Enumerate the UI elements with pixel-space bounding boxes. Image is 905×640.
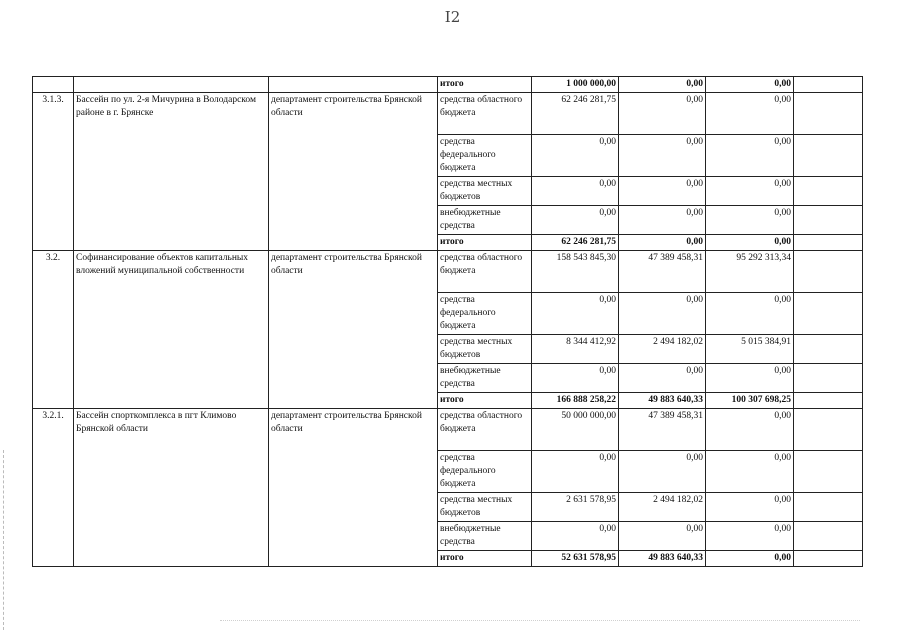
value-cell: 49 883 640,33 (619, 393, 706, 409)
value-cell: 0,00 (706, 364, 794, 393)
item-name: Бассейн спорткомплекса в пгт Климово Брянской области (74, 409, 269, 567)
empty-cell (794, 177, 863, 206)
source-cell: итого (438, 551, 532, 567)
value-cell: 0,00 (619, 77, 706, 93)
scan-bottom-line (220, 620, 860, 621)
source-cell: средства областного бюджета (438, 93, 532, 135)
empty-cell (74, 77, 269, 93)
value-cell: 0,00 (619, 177, 706, 206)
value-cell: 166 888 258,22 (532, 393, 619, 409)
value-cell: 2 494 182,02 (619, 335, 706, 364)
source-cell: итого (438, 235, 532, 251)
value-cell: 5 015 384,91 (706, 335, 794, 364)
source-cell: итого (438, 77, 532, 93)
value-cell: 0,00 (706, 93, 794, 135)
value-cell: 47 389 458,31 (619, 409, 706, 451)
value-cell: 2 631 578,95 (532, 493, 619, 522)
empty-cell (794, 293, 863, 335)
empty-cell (794, 93, 863, 135)
source-cell: средства федерального бюджета (438, 135, 532, 177)
empty-cell (794, 251, 863, 293)
item-code: 3.2. (33, 251, 74, 409)
empty-cell (794, 451, 863, 493)
value-cell: 1 000 000,00 (532, 77, 619, 93)
value-cell: 50 000 000,00 (532, 409, 619, 451)
item-name: Софинансирование объектов капитальных вложений муниципальной собственности (74, 251, 269, 409)
value-cell: 0,00 (532, 177, 619, 206)
value-cell: 0,00 (706, 77, 794, 93)
value-cell: 0,00 (706, 409, 794, 451)
source-cell: внебюджетные средства (438, 522, 532, 551)
value-cell: 0,00 (706, 522, 794, 551)
empty-cell (794, 364, 863, 393)
scan-margin-line (3, 450, 4, 630)
value-cell: 0,00 (706, 206, 794, 235)
source-cell: средства местных бюджетов (438, 335, 532, 364)
empty-cell (794, 135, 863, 177)
value-cell: 0,00 (706, 135, 794, 177)
source-cell: средства местных бюджетов (438, 493, 532, 522)
source-cell: средства местных бюджетов (438, 177, 532, 206)
value-cell: 95 292 313,34 (706, 251, 794, 293)
value-cell: 62 246 281,75 (532, 235, 619, 251)
value-cell: 158 543 845,30 (532, 251, 619, 293)
value-cell: 0,00 (619, 522, 706, 551)
value-cell: 62 246 281,75 (532, 93, 619, 135)
item-name: Бассейн по ул. 2-я Мичурина в Володарском районе в г. Брянске (74, 93, 269, 251)
empty-cell (794, 409, 863, 451)
item-department: департамент строительства Брянской области (269, 251, 438, 409)
value-cell: 0,00 (619, 364, 706, 393)
value-cell: 0,00 (706, 451, 794, 493)
source-cell: внебюджетные средства (438, 364, 532, 393)
empty-cell (794, 522, 863, 551)
value-cell: 0,00 (706, 493, 794, 522)
value-cell: 0,00 (619, 235, 706, 251)
value-cell: 0,00 (532, 364, 619, 393)
empty-cell (794, 551, 863, 567)
empty-cell (794, 393, 863, 409)
value-cell: 0,00 (532, 522, 619, 551)
source-cell: средства областного бюджета (438, 409, 532, 451)
item-department: департамент строительства Брянской области (269, 409, 438, 567)
value-cell: 0,00 (706, 293, 794, 335)
value-cell: 0,00 (706, 177, 794, 206)
value-cell: 8 344 412,92 (532, 335, 619, 364)
value-cell: 0,00 (532, 293, 619, 335)
source-cell: итого (438, 393, 532, 409)
table-row (33, 409, 863, 451)
source-cell: средства федерального бюджета (438, 293, 532, 335)
table-row (33, 93, 863, 135)
item-code: 3.1.3. (33, 93, 74, 251)
empty-cell (794, 77, 863, 93)
value-cell: 0,00 (619, 451, 706, 493)
empty-cell (794, 493, 863, 522)
empty-cell (33, 77, 74, 93)
value-cell: 0,00 (619, 206, 706, 235)
value-cell: 47 389 458,31 (619, 251, 706, 293)
value-cell: 2 494 182,02 (619, 493, 706, 522)
value-cell: 0,00 (532, 451, 619, 493)
budget-table (32, 76, 863, 567)
value-cell: 52 631 578,95 (532, 551, 619, 567)
source-cell: средства областного бюджета (438, 251, 532, 293)
value-cell: 0,00 (532, 135, 619, 177)
empty-cell (269, 77, 438, 93)
table-row (33, 77, 863, 93)
value-cell: 0,00 (619, 293, 706, 335)
page-number: I2 (444, 8, 461, 26)
value-cell: 100 307 698,25 (706, 393, 794, 409)
budget-table-body (33, 77, 863, 567)
empty-cell (794, 335, 863, 364)
value-cell: 49 883 640,33 (619, 551, 706, 567)
source-cell: внебюджетные средства (438, 206, 532, 235)
source-cell: средства федерального бюджета (438, 451, 532, 493)
value-cell: 0,00 (706, 551, 794, 567)
value-cell: 0,00 (619, 93, 706, 135)
value-cell: 0,00 (706, 235, 794, 251)
value-cell: 0,00 (619, 135, 706, 177)
item-department: департамент строительства Брянской области (269, 93, 438, 251)
empty-cell (794, 206, 863, 235)
value-cell: 0,00 (532, 206, 619, 235)
item-code: 3.2.1. (33, 409, 74, 567)
empty-cell (794, 235, 863, 251)
table-row (33, 251, 863, 293)
